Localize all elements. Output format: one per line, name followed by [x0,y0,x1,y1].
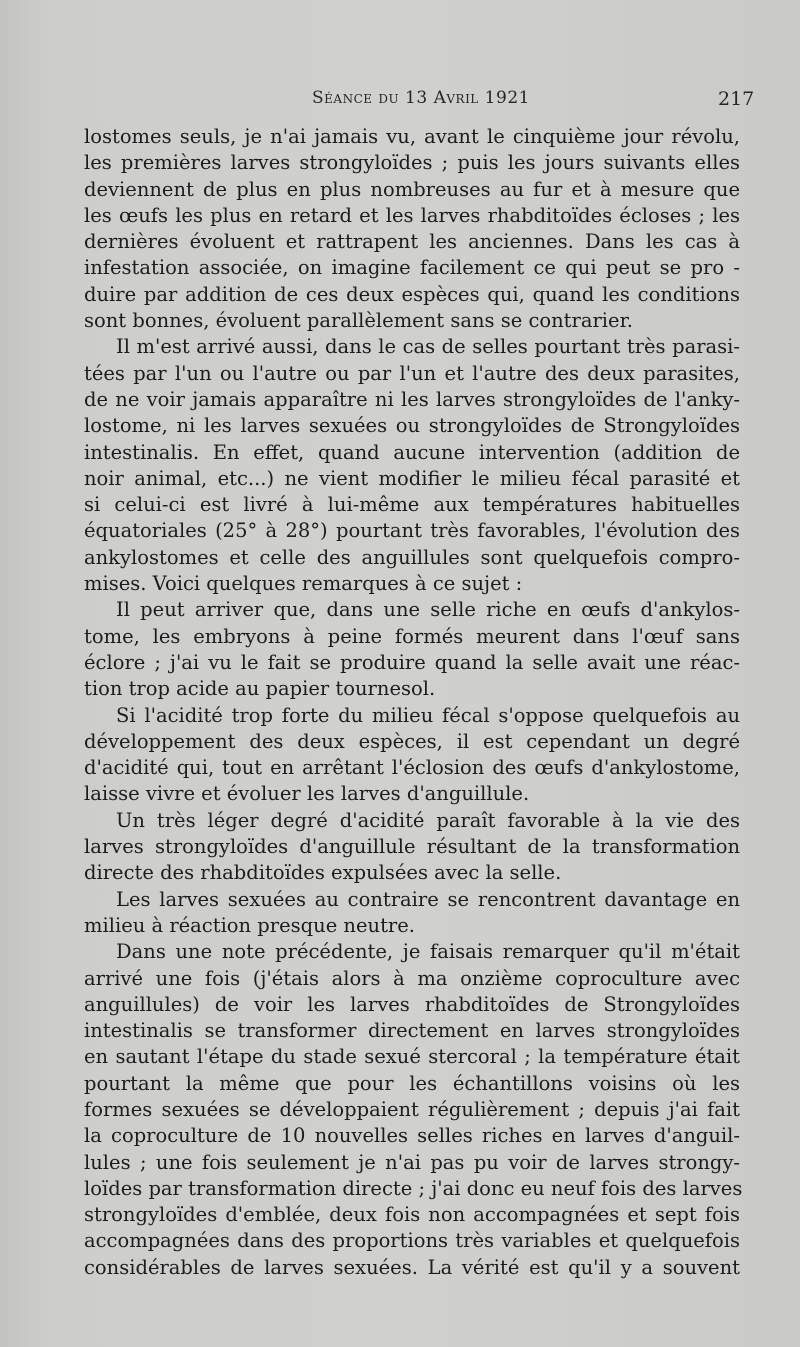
text-line: la coproculture de 10 nouvelles selles riches en larves d'anguil- [84,1124,740,1148]
text-line: intestinalis se transformer directement en larves strongyloïdes [84,1019,740,1043]
text-line: équatoriales (25° à 28°) pourtant très favorables, l'évolution des [84,519,740,543]
text-line: Il m'est arrivé aussi, dans le cas de selles pourtant très parasi- [116,335,740,359]
body-text [84,124,743,1281]
text-line: accompagnées dans des proportions très variables et quelquefois [84,1229,740,1253]
text-line: si celui-ci est livré à lui-même aux températures habituelles [84,493,740,517]
text-line: deviennent de plus en plus nombreuses au fur et à mesure que [84,177,740,201]
text-line: développement des deux espèces, il est cependant un degré [84,729,740,753]
text-line: arrivé une fois (j'étais alors à ma onzième coproculture avec [84,966,740,990]
text-line: lostome, ni les larves sexuées ou strongyloïdes de Strongyloïdes [84,414,740,438]
text-line: loïdes par transformation directe ; j'ai donc eu neuf fois des larves [84,1176,743,1200]
text-line: strongyloïdes d'emblée, deux fois non accompagnées et sept fois [84,1203,740,1227]
text-line: tées par l'un ou l'autre ou par l'un et l'autre des deux parasites, [84,361,740,385]
text-line: infestation associée, on imagine facilement ce qui peut se pro - [84,256,740,280]
text-line: larves strongyloïdes d'anguillule résultant de la transformation [84,835,740,859]
text-line: pourtant la même que pour les échantillons voisins où les [84,1071,740,1095]
text-line: les œufs les plus en retard et les larves rhabditoïdes écloses ; les [84,203,740,227]
text-line: milieu à réaction presque neutre. [84,913,415,937]
text-line: noir animal, etc...) ne vient modifier le milieu fécal parasité et [84,466,740,490]
text-line: de ne voir jamais apparaître ni les larves strongyloïdes de l'anky- [84,387,740,411]
text-line: lostomes seuls, je n'ai jamais vu, avant le cinquième jour révolu, [84,125,740,148]
text-line: laisse vivre et évoluer les larves d'anguillule. [84,782,530,806]
text-line: anguillules) de voir les larves rhabditoïdes de Strongyloïdes [84,992,740,1016]
text-line: lules ; une fois seulement je n'ai pas pu voir de larves strongy- [84,1150,740,1174]
text-line: directe des rhabditoïdes expulsées avec la selle. [84,861,562,885]
text-line: Il peut arriver que, dans une selle riche en œufs d'ankylos- [116,598,740,622]
text-line: duire par addition de ces deux espèces qui, quand les conditions [84,282,740,306]
text-line: les premières larves strongyloïdes ; puis les jours suivants elles [84,151,740,175]
running-head: Séance du 13 Avril 1921 [312,88,530,108]
text-line: en sautant l'étape du stade sexué stercoral ; la température était [84,1045,740,1069]
text-line: mises. Voici quelques remarques à ce sujet : [84,572,523,596]
text-line: formes sexuées se développaient régulièrement ; depuis j'ai fait [84,1097,740,1121]
page-header [0,88,800,118]
text-line: intestinalis. En effet, quand aucune intervention (addition de [84,440,740,464]
text-line: dernières évoluent et rattrapent les anciennes. Dans les cas à [84,230,740,254]
text-line: tome, les embryons à peine formés meurent dans l'œuf sans [84,624,740,648]
text-line: Un très léger degré d'acidité paraît favorable à la vie des [116,808,740,832]
text-line: ankylostomes et celle des anguillules sont quelquefois compro- [84,545,740,569]
text-line: tion trop acide au papier tournesol. [84,677,436,701]
text-line: Les larves sexuées au contraire se rencontrent davantage en [116,887,740,911]
text-line: sont bonnes, évoluent parallèlement sans se contrarier. [84,309,633,333]
text-line: Si l'acidité trop forte du milieu fécal s'oppose quelquefois au [116,703,740,727]
text-line: Dans une note précédente, je faisais remarquer qu'il m'était [116,940,740,964]
text-line: considérables de larves sexuées. La vérité est qu'il y a souvent [84,1255,740,1279]
text-line: éclore ; j'ai vu le fait se produire quand la selle avait une réac- [84,650,740,674]
page-number: 217 [718,88,755,110]
text-line: d'acidité qui, tout en arrêtant l'éclosion des œufs d'ankylostome, [84,756,740,780]
